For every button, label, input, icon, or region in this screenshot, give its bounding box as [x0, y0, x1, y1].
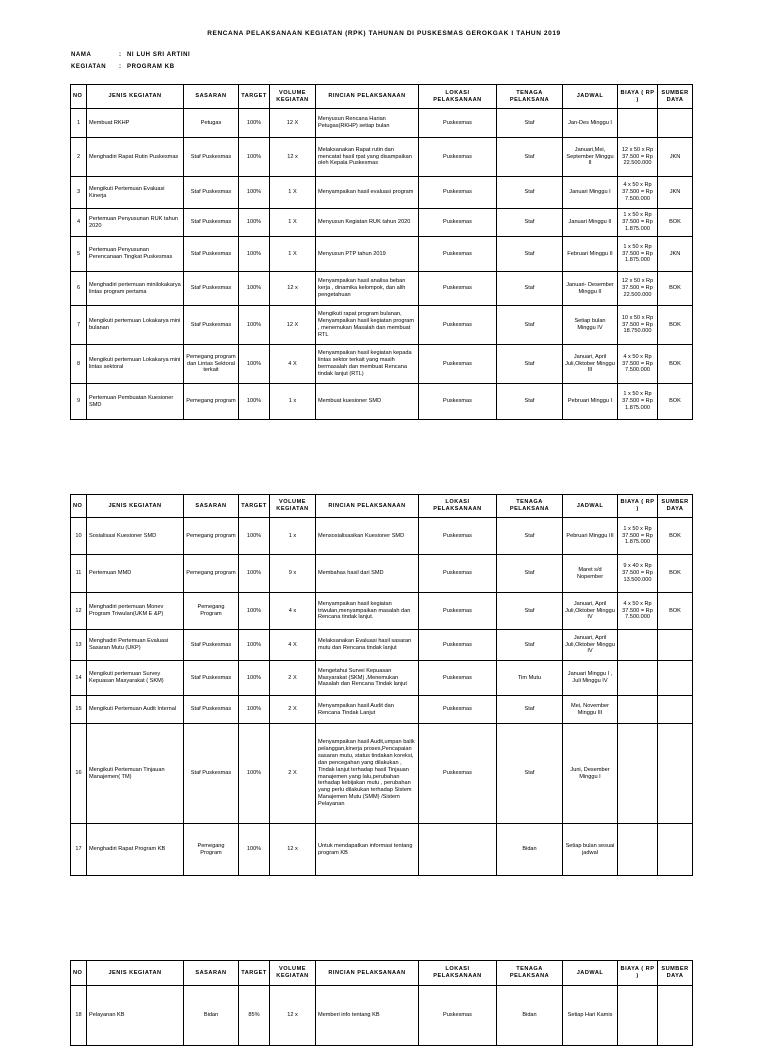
- cell-sumber: [658, 661, 693, 696]
- header-target: TARGET: [239, 961, 270, 986]
- header-jenis: JENIS KEGIATAN: [87, 85, 184, 109]
- table-row: [71, 555, 693, 593]
- cell-lokasi: Puskesmas: [419, 384, 497, 420]
- cell-target: 100%: [239, 345, 270, 384]
- cell-sumber: JKN: [658, 237, 693, 272]
- cell-lokasi: Puskesmas: [419, 272, 497, 306]
- cell-tenaga: Staf: [497, 696, 563, 724]
- cell-sasaran: Staf Puskesmas: [184, 724, 239, 824]
- cell-no: 18: [71, 986, 87, 1046]
- cell-no: 15: [71, 696, 87, 724]
- cell-tenaga: Staf: [497, 209, 563, 237]
- cell-target: 100%: [239, 272, 270, 306]
- cell-lokasi: Puskesmas: [419, 696, 497, 724]
- cell-sumber: BOK: [658, 209, 693, 237]
- cell-biaya: [618, 724, 658, 824]
- cell-jenis: Mengikuti pertemuan Lokakarya mini lintas sektoral: [87, 345, 184, 384]
- cell-sasaran: Pemegang program dan Lintas Sektoral terkait: [184, 345, 239, 384]
- cell-jenis: Pertemuan Penyusunan RUK tahun 2020: [87, 209, 184, 237]
- table-row: [71, 237, 693, 272]
- cell-jadwal: Januari, April Juli,Oktober Minggu III: [563, 345, 618, 384]
- cell-no: 12: [71, 593, 87, 630]
- cell-target: 100%: [239, 518, 270, 555]
- cell-biaya: [618, 696, 658, 724]
- table-row: [71, 109, 693, 138]
- cell-biaya: 1 x 50 x Rp 37.500 = Rp 1.875.000: [618, 518, 658, 555]
- cell-no: 16: [71, 724, 87, 824]
- cell-rincian: Melaksanakan Rapat rutin dan mencatat hasil rpat yang disampaikan oleh Kepala Puskesmas: [316, 138, 419, 177]
- cell-sasaran: Staf Puskesmas: [184, 661, 239, 696]
- cell-sasaran: Staf Puskesmas: [184, 138, 239, 177]
- cell-no: 6: [71, 272, 87, 306]
- cell-jadwal: Januari- Desember Minggu II: [563, 272, 618, 306]
- cell-rincian: Menyampaikan hasil analisa beban kerja , dinamika kelompok, dan alih pengetahuan: [316, 272, 419, 306]
- cell-tenaga: Staf: [497, 724, 563, 824]
- cell-jadwal: Januari Minggu I , Juli Minggu IV: [563, 661, 618, 696]
- nama-label: NAMA: [71, 52, 92, 58]
- cell-jadwal: Setiap Hari Kamis: [563, 986, 618, 1046]
- cell-jadwal: Mei, November Minggu III: [563, 696, 618, 724]
- header-no: NO: [71, 495, 87, 518]
- cell-tenaga: Staf: [497, 177, 563, 209]
- cell-rincian: Memberi info tentang KB: [316, 986, 419, 1046]
- nama-value: NI LUH SRI ARTINI: [127, 52, 191, 58]
- cell-lokasi: Puskesmas: [419, 593, 497, 630]
- cell-biaya: 4 x 50 x Rp 37.500 = Rp 7.500.000: [618, 177, 658, 209]
- cell-volume: 4 X: [270, 630, 316, 661]
- table-row: [71, 138, 693, 177]
- cell-jenis: Menghadiri Pertemuan Evaluasi Sasaran Mutu (UKP): [87, 630, 184, 661]
- cell-rincian: Untuk mendapatkan informasi tentang program KB: [316, 824, 419, 876]
- cell-lokasi: Puskesmas: [419, 138, 497, 177]
- cell-jadwal: Januari Minggu II: [563, 209, 618, 237]
- cell-jadwal: Jan-Des Minggu I: [563, 109, 618, 138]
- cell-jadwal: Januari, April Juli,Oktober Minggu IV: [563, 630, 618, 661]
- header-biaya: BIAYA ( RP ): [618, 495, 658, 518]
- header-lokasi: LOKASI PELAKSANAAN: [419, 961, 497, 986]
- cell-jadwal: Januari,Mei, September Minggu II: [563, 138, 618, 177]
- cell-target: 100%: [239, 555, 270, 593]
- header-biaya: BIAYA ( RP ): [618, 85, 658, 109]
- cell-rincian: Menyampaikan hasil evaluasi program: [316, 177, 419, 209]
- header-rincian: RINCIAN PELAKSANAAN: [316, 961, 419, 986]
- cell-volume: 1 X: [270, 237, 316, 272]
- cell-biaya: 10 x 50 x Rp 37.500 = Rp 18.750.000: [618, 306, 658, 345]
- cell-sumber: [658, 724, 693, 824]
- cell-jenis: Pertemuan Penyusunan Perencanaan Tingkat Puskesmas: [87, 237, 184, 272]
- header-jadwal: JADWAL: [563, 961, 618, 986]
- cell-sasaran: Staf Puskesmas: [184, 696, 239, 724]
- header-target: TARGET: [239, 495, 270, 518]
- cell-rincian: Menyusun PTP tahun 2019: [316, 237, 419, 272]
- table-row: [71, 661, 693, 696]
- cell-tenaga: Staf: [497, 384, 563, 420]
- table-row: [71, 518, 693, 555]
- cell-no: 9: [71, 384, 87, 420]
- cell-volume: 4 X: [270, 345, 316, 384]
- cell-target: 100%: [239, 384, 270, 420]
- kegiatan-label: KEGIATAN: [71, 64, 107, 70]
- header-no: NO: [71, 961, 87, 986]
- cell-rincian: Membuat kuesioner SMD: [316, 384, 419, 420]
- header-jenis: JENIS KEGIATAN: [87, 495, 184, 518]
- cell-jenis: Mengikuti Pertemuan Tinjauan Manajemen( TM): [87, 724, 184, 824]
- cell-rincian: Menyampaikan hasil kegiatan triwulan,menyampaikan masalah dan Rencana tindak lanjut.: [316, 593, 419, 630]
- cell-jadwal: Februari Minggu II: [563, 237, 618, 272]
- cell-tenaga: Staf: [497, 138, 563, 177]
- cell-biaya: 4 x 50 x Rp 37.500 = Rp 7.500.000: [618, 593, 658, 630]
- cell-volume: 12 X: [270, 109, 316, 138]
- cell-sumber: BOK: [658, 272, 693, 306]
- cell-no: 8: [71, 345, 87, 384]
- cell-jadwal: Pebruari Minggu III: [563, 518, 618, 555]
- cell-volume: 12 X: [270, 306, 316, 345]
- cell-biaya: [618, 630, 658, 661]
- cell-no: 2: [71, 138, 87, 177]
- cell-sasaran: Pemegang program: [184, 384, 239, 420]
- cell-no: 3: [71, 177, 87, 209]
- cell-target: 100%: [239, 306, 270, 345]
- header-lokasi: LOKASI PELAKSANAAN: [419, 85, 497, 109]
- cell-biaya: 1 x 50 x Rp 37.500 = Rp 1.875.000: [618, 384, 658, 420]
- cell-tenaga: Staf: [497, 109, 563, 138]
- cell-jenis: Mengikuti pertemuan Lokakarya mini bulanan: [87, 306, 184, 345]
- cell-rincian: Mengikuti rapat program bulanan, Menyampaikan hasil kegiatan program , menemukan Masalah dan membuat RTL: [316, 306, 419, 345]
- cell-jadwal: Setiap bulan Minggu IV: [563, 306, 618, 345]
- cell-jenis: Menghadiri Rapat Program KB: [87, 824, 184, 876]
- cell-sumber: [658, 986, 693, 1046]
- cell-biaya: 4 x 50 x Rp 37.500 = Rp 7.500.000: [618, 345, 658, 384]
- cell-jenis: Menghadiri Rapat Rutin Puskesmas: [87, 138, 184, 177]
- cell-target: 100%: [239, 109, 270, 138]
- cell-no: 7: [71, 306, 87, 345]
- table-row: [71, 306, 693, 345]
- table-header-row: [71, 85, 693, 109]
- table-row: [71, 593, 693, 630]
- activity-table-3: [70, 960, 693, 1046]
- cell-no: 4: [71, 209, 87, 237]
- cell-biaya: [618, 824, 658, 876]
- header-volume: VOLUME KEGIATAN: [270, 85, 316, 109]
- header-sumber: SUMBER DAYA: [658, 495, 693, 518]
- cell-jadwal: Januari Minggu I: [563, 177, 618, 209]
- cell-sasaran: Bidan: [184, 986, 239, 1046]
- cell-jenis: Mengikuti Pertemuan Audit Internal: [87, 696, 184, 724]
- cell-target: 100%: [239, 593, 270, 630]
- cell-jenis: Pelayanan KB: [87, 986, 184, 1046]
- header-sasaran: SASARAN: [184, 495, 239, 518]
- cell-no: 11: [71, 555, 87, 593]
- colon: :: [119, 64, 122, 70]
- cell-lokasi: Puskesmas: [419, 724, 497, 824]
- activity-table-1: [70, 84, 693, 420]
- cell-lokasi: Puskesmas: [419, 986, 497, 1046]
- cell-sumber: [658, 630, 693, 661]
- cell-tenaga: Staf: [497, 630, 563, 661]
- header-lokasi: LOKASI PELAKSANAAN: [419, 495, 497, 518]
- table-row: [71, 986, 693, 1046]
- header-tenaga: TENAGA PELAKSANA: [497, 961, 563, 986]
- header-sasaran: SASARAN: [184, 85, 239, 109]
- cell-sasaran: Petugas: [184, 109, 239, 138]
- cell-volume: 1 x: [270, 384, 316, 420]
- cell-sumber: BOK: [658, 306, 693, 345]
- header-target: TARGET: [239, 85, 270, 109]
- header-tenaga: TENAGA PELAKSANA: [497, 85, 563, 109]
- activity-table-2: [70, 494, 693, 876]
- cell-rincian: Melaksanakan Evaluasi hasil sasaran mutu dan Rencana tindak lanjut: [316, 630, 419, 661]
- cell-volume: 12 x: [270, 986, 316, 1046]
- header-volume: VOLUME KEGIATAN: [270, 961, 316, 986]
- cell-tenaga: Staf: [497, 306, 563, 345]
- cell-target: 100%: [239, 824, 270, 876]
- cell-no: 13: [71, 630, 87, 661]
- cell-lokasi: Puskesmas: [419, 237, 497, 272]
- table-header-row: [71, 495, 693, 518]
- cell-sumber: JKN: [658, 177, 693, 209]
- cell-sumber: BOK: [658, 384, 693, 420]
- nama-line: [71, 52, 190, 58]
- cell-tenaga: Staf: [497, 345, 563, 384]
- cell-lokasi: Puskesmas: [419, 209, 497, 237]
- cell-target: 100%: [239, 177, 270, 209]
- cell-tenaga: Bidan: [497, 824, 563, 876]
- cell-jenis: Pertemuan MMD: [87, 555, 184, 593]
- cell-rincian: Menyampaikan hasil Audit,umpan balik pelanggan,kinerja proses,Pencapaian sasaran mutu, status tindakan koreksi, dan pencegahan yang dilakukan , Tindak lanjut terhadap hasil Tinjauan manajemen yang lalu,perubahan terhadap kebijakan mutu , perubahan yang perlu dilakukan terhadap Sistem Manajemen Mutu (SMM) /Sistem Pelayanan: [316, 724, 419, 824]
- cell-sumber: [658, 696, 693, 724]
- cell-jenis: Sosialisasi Kuesioner SMD: [87, 518, 184, 555]
- header-volume: VOLUME KEGIATAN: [270, 495, 316, 518]
- cell-tenaga: Staf: [497, 555, 563, 593]
- cell-lokasi: Puskesmas: [419, 177, 497, 209]
- cell-volume: 2 X: [270, 696, 316, 724]
- cell-lokasi: Puskesmas: [419, 630, 497, 661]
- kegiatan-value: PROGRAM KB: [127, 64, 175, 70]
- cell-jadwal: Pebruari Minggu I: [563, 384, 618, 420]
- cell-volume: 1 x: [270, 518, 316, 555]
- table-header-row: [71, 961, 693, 986]
- cell-jenis: Mengikuti pertemuan Survey Kepuasan Masyarakat ( SKM): [87, 661, 184, 696]
- table-row: [71, 272, 693, 306]
- cell-biaya: 12 x 50 x Rp 37.500 = Rp 22.500.000: [618, 272, 658, 306]
- table-row: [71, 724, 693, 824]
- cell-tenaga: Tim Mutu: [497, 661, 563, 696]
- cell-sasaran: Staf Puskesmas: [184, 209, 239, 237]
- cell-tenaga: Staf: [497, 518, 563, 555]
- cell-volume: 4 x: [270, 593, 316, 630]
- cell-rincian: Mensosialisasikan Kuesioner SMD: [316, 518, 419, 555]
- cell-jadwal: Juni, Desember Minggu I: [563, 724, 618, 824]
- cell-jenis: Membuat RKHP: [87, 109, 184, 138]
- cell-sasaran: Staf Puskesmas: [184, 272, 239, 306]
- cell-volume: 12 x: [270, 272, 316, 306]
- cell-lokasi: Puskesmas: [419, 555, 497, 593]
- header-biaya: BIAYA ( RP ): [618, 961, 658, 986]
- cell-jadwal: Januari, April Juli,Oktober Minggu IV: [563, 593, 618, 630]
- cell-lokasi: [419, 824, 497, 876]
- header-sumber: SUMBER DAYA: [658, 961, 693, 986]
- cell-biaya: 1 x 50 x Rp 37.500 = Rp 1.875.000: [618, 209, 658, 237]
- cell-volume: 12 x: [270, 824, 316, 876]
- cell-jenis: Menghadiri pertemuan minilokakarya lintas program pertama: [87, 272, 184, 306]
- cell-jenis: Menghadiri pertemuan Monev Program Triwulan(UKM E &P): [87, 593, 184, 630]
- cell-target: 100%: [239, 696, 270, 724]
- header-sasaran: SASARAN: [184, 961, 239, 986]
- cell-sasaran: Pemegang Program: [184, 593, 239, 630]
- cell-no: 5: [71, 237, 87, 272]
- cell-lokasi: Puskesmas: [419, 306, 497, 345]
- table-row: [71, 345, 693, 384]
- cell-target: 100%: [239, 138, 270, 177]
- table-row: [71, 630, 693, 661]
- table-row: [71, 824, 693, 876]
- cell-lokasi: Puskesmas: [419, 661, 497, 696]
- cell-target: 100%: [239, 237, 270, 272]
- cell-lokasi: Puskesmas: [419, 109, 497, 138]
- cell-sasaran: Pemegang program: [184, 555, 239, 593]
- cell-jadwal: Maret s/d Nopember: [563, 555, 618, 593]
- table-row: [71, 696, 693, 724]
- table-row: [71, 384, 693, 420]
- cell-target: 100%: [239, 209, 270, 237]
- cell-rincian: Menyampaikan hasil kegiatan kepada lintas sektor terkait yang masih bermasalah dan membuat Rencana tindak lanjut (RTL): [316, 345, 419, 384]
- cell-volume: 12 x: [270, 138, 316, 177]
- header-rincian: RINCIAN PELAKSANAAN: [316, 495, 419, 518]
- cell-target: 100%: [239, 630, 270, 661]
- cell-no: 14: [71, 661, 87, 696]
- cell-no: 17: [71, 824, 87, 876]
- document-title: RENCANA PELAKSANAAN KEGIATAN (RPK) TAHUNAN DI PUSKESMAS GEROKGAK I TAHUN 2019: [207, 30, 561, 37]
- header-rincian: RINCIAN PELAKSANAAN: [316, 85, 419, 109]
- cell-volume: 2 X: [270, 724, 316, 824]
- cell-tenaga: Staf: [497, 272, 563, 306]
- cell-biaya: [618, 986, 658, 1046]
- cell-no: 10: [71, 518, 87, 555]
- table-row: [71, 209, 693, 237]
- cell-lokasi: Puskesmas: [419, 518, 497, 555]
- cell-biaya: [618, 661, 658, 696]
- cell-sasaran: Staf Puskesmas: [184, 630, 239, 661]
- cell-rincian: Menyampaikan hasil Audit dan Rencana Tindak Lanjut: [316, 696, 419, 724]
- kegiatan-line: [71, 64, 175, 70]
- cell-volume: 1 X: [270, 209, 316, 237]
- cell-biaya: [618, 109, 658, 138]
- cell-tenaga: Staf: [497, 237, 563, 272]
- cell-sumber: JKN: [658, 138, 693, 177]
- cell-jadwal: Setiap bulan sesuai jadwal: [563, 824, 618, 876]
- cell-target: 100%: [239, 661, 270, 696]
- cell-sasaran: Pemegang Program: [184, 824, 239, 876]
- cell-sumber: [658, 824, 693, 876]
- cell-rincian: Menyusun Rencana Harian Petugas(RKHP) setiap bulan: [316, 109, 419, 138]
- cell-target: 100%: [239, 724, 270, 824]
- cell-rincian: Mengetahui Survei Kepuasan Masyarakat (SKM) ,Menemukan Masalah dan Rencana Tindak lanjut: [316, 661, 419, 696]
- cell-volume: 1 X: [270, 177, 316, 209]
- cell-sumber: BOK: [658, 518, 693, 555]
- cell-sasaran: Staf Puskesmas: [184, 177, 239, 209]
- cell-tenaga: Bidan: [497, 986, 563, 1046]
- cell-jenis: Mengikuti Pertemuan Evaluasi Kinerja: [87, 177, 184, 209]
- cell-biaya: 9 x 40 x Rp 37.500 = Rp 13.500.000: [618, 555, 658, 593]
- header-jadwal: JADWAL: [563, 495, 618, 518]
- cell-tenaga: Staf: [497, 593, 563, 630]
- cell-biaya: 12 x 50 x Rp 37.500 = Rp 22.500.000: [618, 138, 658, 177]
- cell-no: 1: [71, 109, 87, 138]
- colon: :: [119, 52, 122, 58]
- cell-target: 85%: [239, 986, 270, 1046]
- cell-volume: 2 X: [270, 661, 316, 696]
- cell-sumber: BOK: [658, 555, 693, 593]
- cell-sumber: BOK: [658, 345, 693, 384]
- header-jenis: JENIS KEGIATAN: [87, 961, 184, 986]
- header-jadwal: JADWAL: [563, 85, 618, 109]
- cell-biaya: 1 x 50 x Rp 37.500 = Rp 1.875.000: [618, 237, 658, 272]
- cell-sumber: [658, 109, 693, 138]
- cell-lokasi: Puskesmas: [419, 345, 497, 384]
- cell-sasaran: Pemegang program: [184, 518, 239, 555]
- cell-volume: 9 x: [270, 555, 316, 593]
- cell-sasaran: Staf Puskesmas: [184, 306, 239, 345]
- header-sumber: SUMBER DAYA: [658, 85, 693, 109]
- cell-rincian: Menyusun Kegiatan RUK tahun 2020: [316, 209, 419, 237]
- cell-jenis: Pertemuan Pembuatan Kuesioner SMD: [87, 384, 184, 420]
- table-row: [71, 177, 693, 209]
- header-tenaga: TENAGA PELAKSANA: [497, 495, 563, 518]
- cell-sasaran: Staf Puskesmas: [184, 237, 239, 272]
- header-no: NO: [71, 85, 87, 109]
- cell-sumber: BOK: [658, 593, 693, 630]
- cell-rincian: Membahas hasil dari SMD: [316, 555, 419, 593]
